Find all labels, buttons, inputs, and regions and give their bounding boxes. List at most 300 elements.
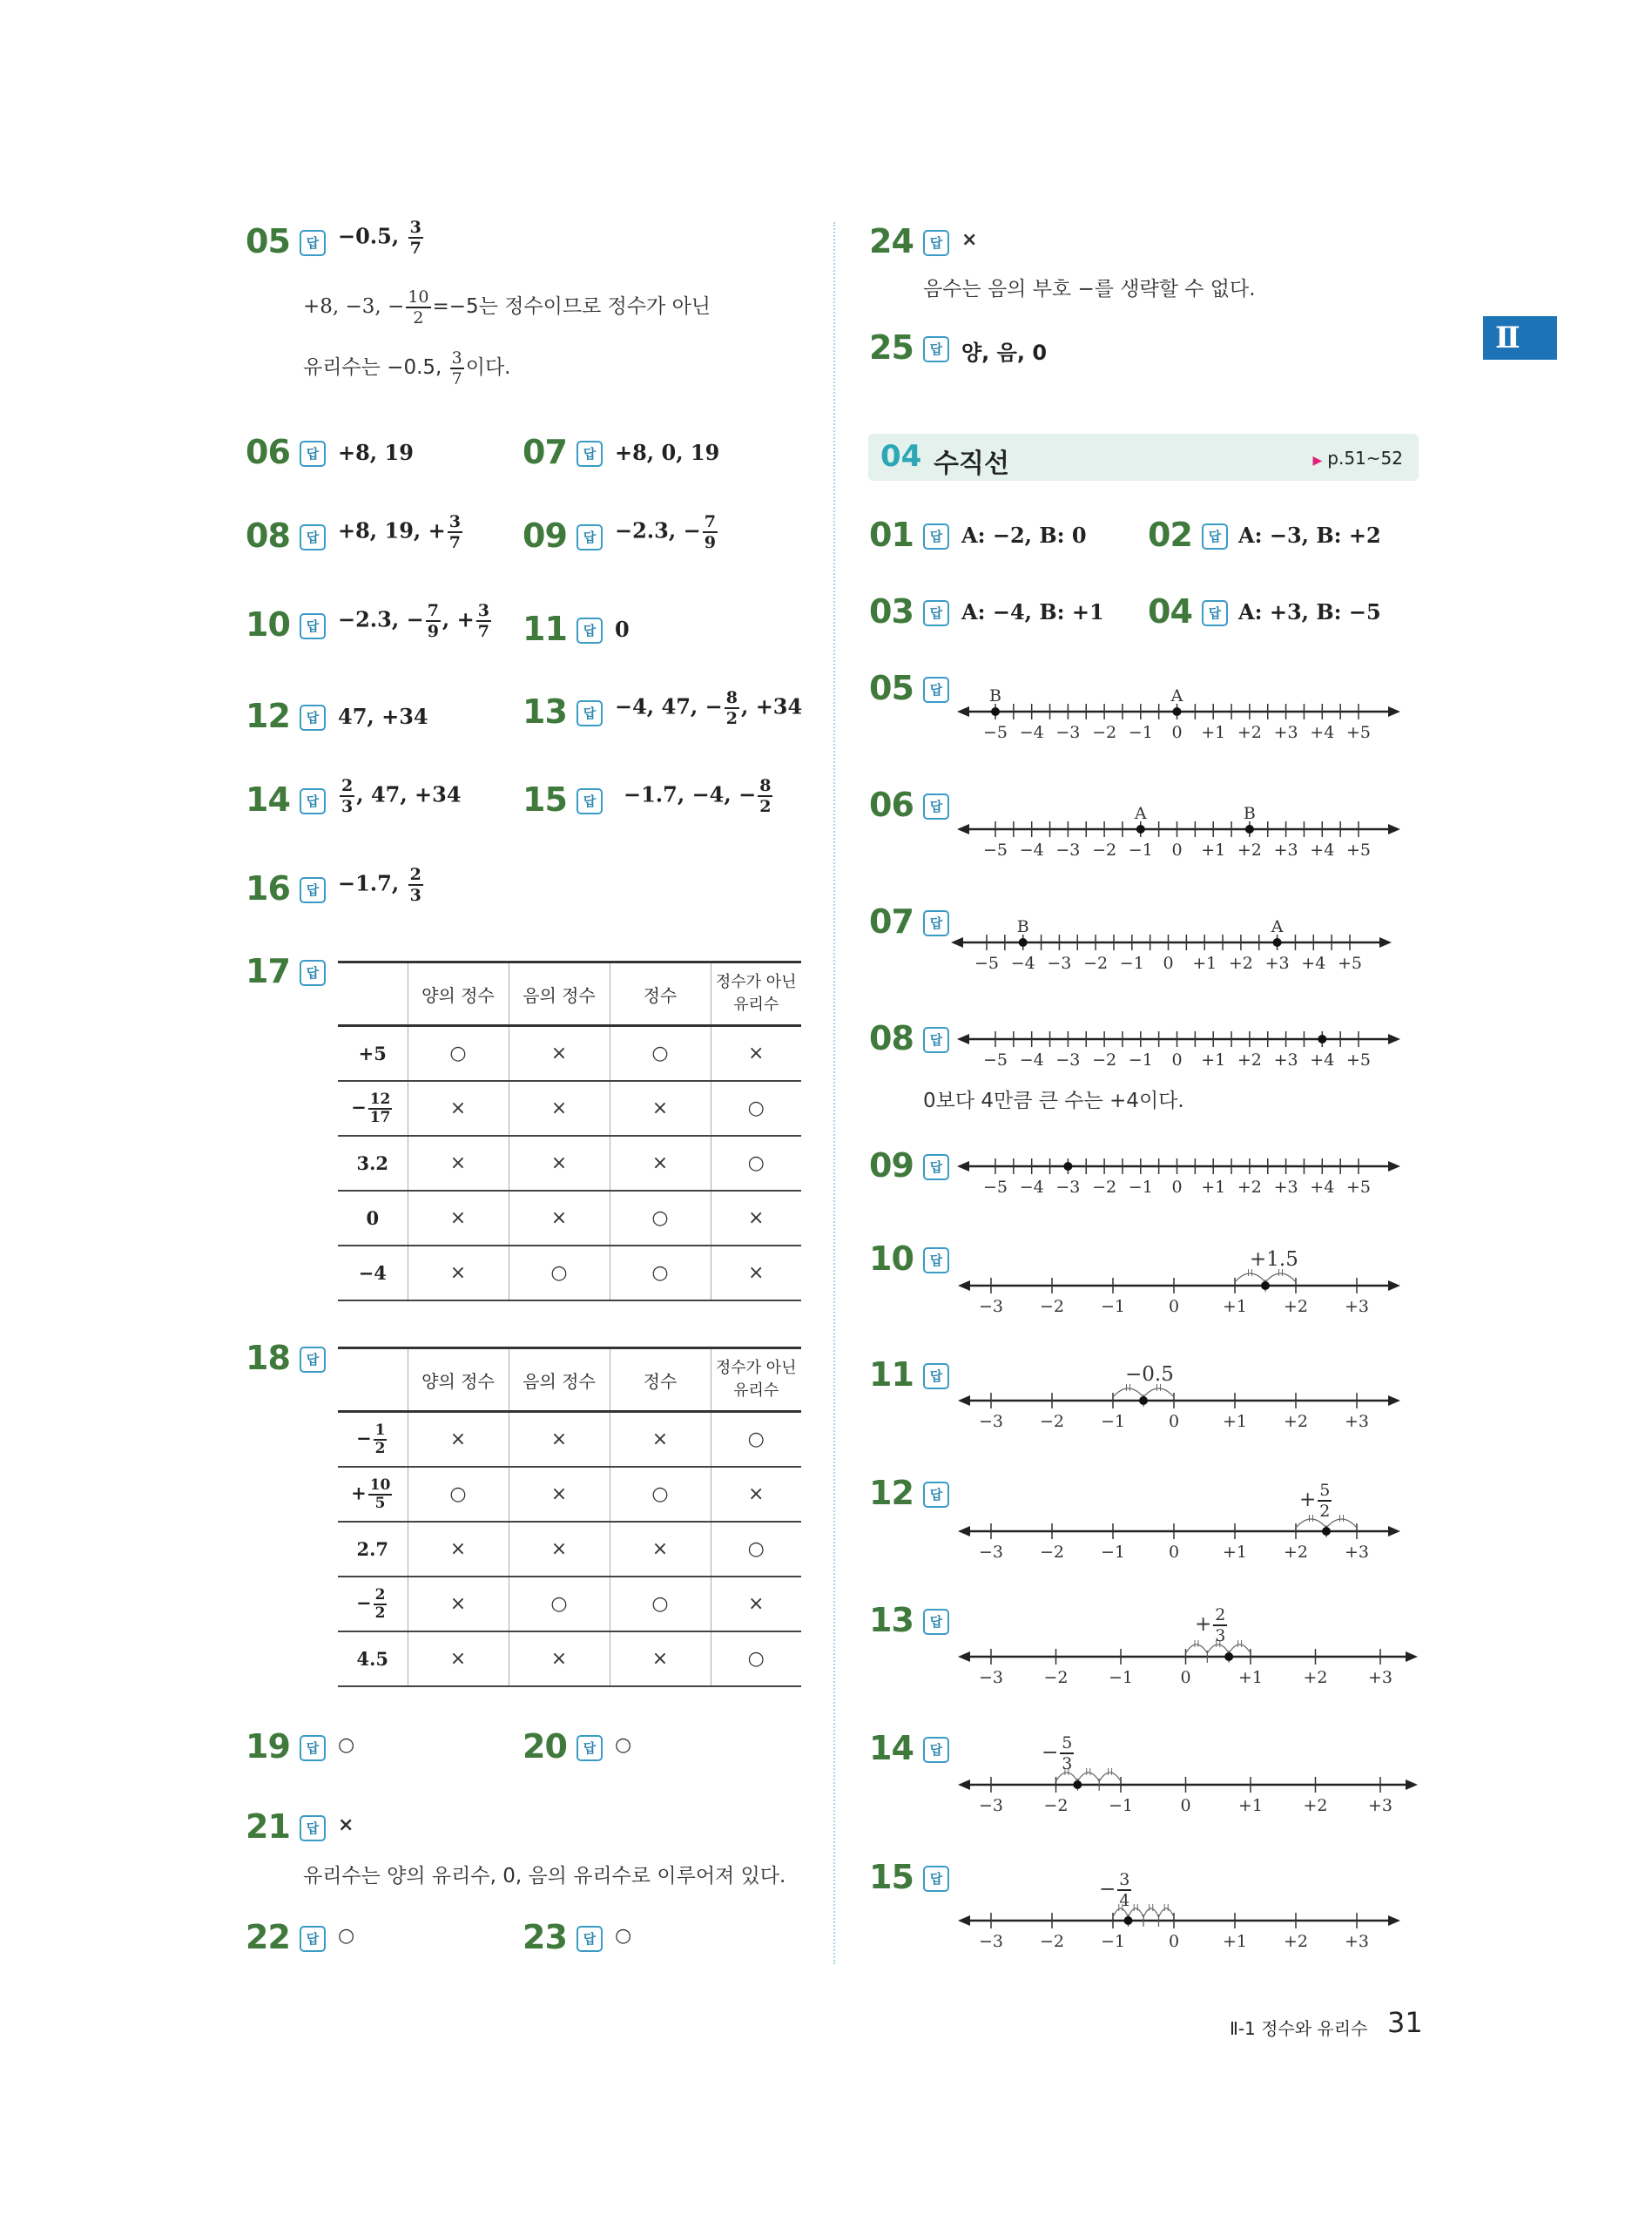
tick-label: 0 — [1168, 1412, 1180, 1431]
table-cell: × — [509, 1631, 610, 1686]
point-label: −0.5 — [1125, 1363, 1174, 1386]
division-arc — [1207, 1644, 1229, 1653]
section-title: 수직선 — [934, 449, 1009, 479]
arrow-right-icon — [1388, 1915, 1400, 1926]
tick-label: 0 — [1180, 1796, 1191, 1815]
answer-text: −4, 47, − $\frac{8}{2}$ , +34 — [615, 688, 803, 728]
tick-label: −1 — [1100, 1412, 1126, 1431]
question-number: 12 — [246, 697, 290, 735]
tick-label: +3 — [1273, 723, 1298, 742]
tick-label: −1 — [1128, 723, 1153, 742]
table-cell: × — [408, 1191, 509, 1246]
point-name: A — [1170, 686, 1183, 706]
tick-label: −1 — [1108, 1796, 1134, 1815]
table-header: 정수가 아닌 유리수 — [711, 1348, 801, 1412]
arrow-right-icon — [1388, 1526, 1400, 1536]
tick-label: 0 — [1171, 1050, 1183, 1070]
answer-badge: 답 — [300, 524, 326, 550]
point-name: B — [1243, 804, 1256, 823]
tick-label: +2 — [1237, 841, 1262, 860]
answer-text: ○ — [338, 1734, 355, 1756]
table-header: 정수가 아닌 유리수 — [711, 962, 801, 1026]
tick-label: 0 — [1180, 1668, 1191, 1687]
table-header-corner — [338, 962, 408, 1026]
question-number: 07 — [523, 433, 567, 471]
answer-badge: 답 — [577, 1926, 603, 1952]
point-dot — [1136, 825, 1145, 834]
row-label: 2.7 — [338, 1522, 408, 1577]
tick-label: +1 — [1201, 1178, 1226, 1197]
row-label: +5 — [338, 1026, 408, 1082]
answer-text: −1.7, $\frac{2}{3}$ — [338, 865, 421, 905]
tick-label: −2 — [1092, 723, 1117, 742]
answer-badge: 답 — [923, 523, 949, 550]
question-number: 15 — [523, 780, 567, 819]
point-dot — [1318, 1035, 1326, 1043]
question-number: 02 — [1148, 516, 1192, 554]
answer-badge: 답 — [300, 1347, 326, 1373]
table-row — [338, 1522, 801, 1577]
tick-label: 0 — [1171, 1178, 1183, 1197]
table-cell: × — [610, 1522, 711, 1577]
tick-label: −2 — [1039, 1297, 1065, 1316]
tick-label: −1 — [1128, 1178, 1153, 1197]
tick-label: +1 — [1222, 1412, 1248, 1431]
point-dot — [1063, 1162, 1072, 1171]
table-row — [338, 1136, 801, 1191]
division-arc — [1265, 1273, 1296, 1282]
question-number: 11 — [869, 1355, 914, 1394]
table-header: 양의 정수 — [408, 1348, 509, 1412]
question-number: 13 — [869, 1601, 914, 1639]
answer-text: 0 — [615, 617, 630, 642]
tick-label: +2 — [1283, 1412, 1309, 1431]
answer-badge: 답 — [577, 441, 603, 467]
question-number: 14 — [246, 780, 290, 819]
answer-badge: 답 — [300, 230, 326, 256]
answer-badge: 답 — [300, 705, 326, 731]
table-cell: × — [610, 1631, 711, 1686]
table-header: 양의 정수 — [408, 962, 509, 1026]
row-label: 4.5 — [338, 1631, 408, 1686]
table-cell: ○ — [408, 1026, 509, 1082]
tick-label: +1 — [1222, 1297, 1248, 1316]
tick-label: +2 — [1283, 1543, 1309, 1562]
answer-badge: 답 — [1202, 600, 1228, 626]
answer-badge: 답 — [923, 1866, 949, 1892]
table-cell: ○ — [711, 1136, 801, 1191]
point-label: +1.5 — [1250, 1248, 1298, 1271]
tick-label: +1 — [1201, 841, 1226, 860]
tick-label: −1 — [1128, 1050, 1153, 1070]
division-arc — [1159, 1908, 1175, 1917]
question-number: 09 — [523, 517, 567, 555]
answer-badge: 답 — [577, 524, 603, 550]
table-cell: × — [711, 1026, 801, 1082]
answer-badge: 답 — [1202, 523, 1228, 550]
answer-badge: 답 — [300, 613, 326, 639]
question-number: 08 — [869, 1019, 914, 1057]
table-cell: ○ — [610, 1577, 711, 1631]
tick-label: −3 — [1047, 954, 1072, 973]
tick-label: 0 — [1171, 841, 1183, 860]
tick-label: +3 — [1273, 841, 1298, 860]
answer-badge: 답 — [923, 336, 949, 362]
tick-label: +3 — [1344, 1412, 1370, 1431]
question-number: 25 — [869, 328, 914, 367]
table-row — [338, 1467, 801, 1522]
table-cell: × — [509, 1522, 610, 1577]
tick-label: −3 — [1055, 1178, 1081, 1197]
tick-label: −3 — [978, 1932, 1004, 1951]
question-number: 22 — [246, 1918, 290, 1956]
point-dot — [991, 707, 1000, 716]
answer-badge: 답 — [923, 910, 949, 936]
table-cell: × — [711, 1191, 801, 1246]
row-label: − $\frac{12}{17}$ — [338, 1081, 408, 1136]
answer-badge: 답 — [923, 1737, 949, 1763]
tick-label: +2 — [1303, 1668, 1328, 1687]
question-number: 15 — [869, 1858, 914, 1896]
table-row — [338, 1631, 801, 1686]
tick-label: −2 — [1092, 1178, 1117, 1197]
arrow-right-icon — [1406, 1779, 1418, 1790]
tick-label: +4 — [1301, 954, 1326, 973]
explanation-text: +8, −3, − $\frac{10}{2}$ =−5는 정수이므로 정수가 아닌 — [303, 287, 711, 328]
answer-text: × — [338, 1814, 354, 1836]
table-row — [338, 1577, 801, 1631]
tick-label: +5 — [1345, 723, 1372, 742]
question-number: 06 — [246, 433, 290, 471]
tick-label: −3 — [978, 1543, 1004, 1562]
explanation-text: 유리수는 양의 유리수, 0, 음의 유리수로 이루어져 있다. — [303, 1865, 786, 1887]
table-cell: × — [408, 1136, 509, 1191]
tick-label: −3 — [978, 1668, 1004, 1687]
tick-label: +3 — [1344, 1932, 1370, 1951]
table-cell: × — [408, 1631, 509, 1686]
arrow-left-icon — [958, 1651, 970, 1662]
point-dot — [1019, 938, 1028, 947]
tick-label: +1 — [1192, 954, 1217, 973]
question-number: 17 — [246, 952, 290, 990]
question-number: 05 — [246, 222, 290, 260]
tick-label: +5 — [1345, 1178, 1372, 1197]
tick-label: +3 — [1273, 1050, 1298, 1070]
tick-label: +2 — [1283, 1932, 1309, 1951]
footer-unit: Ⅱ-1 정수와 유리수 — [1230, 2018, 1368, 2039]
table-cell: ○ — [610, 1191, 711, 1246]
table-cell: × — [610, 1412, 711, 1468]
table-cell: ○ — [408, 1467, 509, 1522]
answer-badge: 답 — [923, 1482, 949, 1508]
tick-label: −5 — [982, 723, 1008, 742]
classification-table — [338, 1347, 801, 1687]
division-arc — [1113, 1388, 1143, 1397]
tick-label: +5 — [1337, 954, 1363, 973]
answer-badge: 답 — [923, 600, 949, 626]
tick-label: +5 — [1345, 841, 1372, 860]
point-dot — [1261, 1281, 1270, 1290]
table-header: 음의 정수 — [509, 1348, 610, 1412]
row-label: − $\frac{1}{2}$ — [338, 1412, 408, 1468]
table-cell: ○ — [711, 1081, 801, 1136]
table-cell: × — [509, 1081, 610, 1136]
answer-badge: 답 — [923, 793, 949, 820]
question-number: 24 — [869, 222, 914, 260]
table-cell: × — [408, 1246, 509, 1300]
answer-badge: 답 — [300, 877, 326, 903]
tick-label: +1 — [1201, 723, 1226, 742]
answer-text: +8, 19 — [338, 440, 414, 465]
question-number: 13 — [523, 692, 567, 731]
tick-label: −4 — [1010, 954, 1035, 973]
answer-badge: 답 — [923, 1154, 949, 1180]
answer-text: ○ — [338, 1925, 355, 1947]
table-row — [338, 1026, 801, 1082]
answer-text: $\frac{2}{3}$ , 47, +34 — [341, 776, 462, 816]
tick-label: −3 — [978, 1796, 1004, 1815]
tick-label: −2 — [1043, 1796, 1069, 1815]
table-cell: × — [509, 1191, 610, 1246]
answer-text: A: −3, B: +2 — [1238, 523, 1381, 548]
tick-label: +1 — [1237, 1668, 1264, 1687]
question-number: 21 — [246, 1807, 290, 1846]
tick-label: −4 — [1019, 841, 1044, 860]
row-label: 3.2 — [338, 1136, 408, 1191]
tick-label: −5 — [982, 1178, 1008, 1197]
arrow-left-icon — [958, 1915, 970, 1926]
table-cell: ○ — [509, 1577, 610, 1631]
division-arc — [1143, 1388, 1174, 1397]
answer-text: −2.3, − $\frac{7}{9}$ — [615, 512, 716, 552]
arrow-left-icon — [958, 1280, 970, 1291]
tick-label: +3 — [1367, 1668, 1393, 1687]
answer-text: −2.3, − $\frac{7}{9}$ , + $\frac{3}{7}$ — [338, 601, 489, 641]
tick-label: +4 — [1310, 1178, 1335, 1197]
tick-label: +2 — [1237, 1178, 1262, 1197]
point-dot — [1139, 1396, 1148, 1405]
answer-badge: 답 — [577, 788, 603, 814]
tick-label: +4 — [1310, 1050, 1335, 1070]
table-cell: × — [711, 1246, 801, 1300]
answer-text: 양, 음, 0 — [961, 341, 1048, 365]
question-number: 08 — [246, 517, 290, 555]
question-number: 19 — [246, 1727, 290, 1766]
row-label: −4 — [338, 1246, 408, 1300]
question-number: 11 — [523, 610, 567, 648]
point-name: B — [1016, 917, 1029, 936]
table-cell: × — [711, 1577, 801, 1631]
answer-text: A: −2, B: 0 — [961, 523, 1087, 548]
table-row — [338, 1191, 801, 1246]
table-cell: ○ — [610, 1026, 711, 1082]
table-cell: ○ — [610, 1246, 711, 1300]
division-arc — [1235, 1273, 1265, 1282]
tick-label: −2 — [1043, 1668, 1069, 1687]
answer-badge: 답 — [300, 441, 326, 467]
tick-label: −3 — [1055, 841, 1081, 860]
point-dot — [1245, 825, 1254, 834]
question-number: 05 — [869, 669, 914, 707]
classification-table — [338, 961, 801, 1301]
tick-label: −3 — [978, 1412, 1004, 1431]
tick-label: −2 — [1039, 1932, 1065, 1951]
point-dot — [1322, 1527, 1331, 1536]
question-number: 20 — [523, 1727, 567, 1766]
arrow-left-icon — [958, 1526, 970, 1536]
tick-label: −4 — [1019, 1050, 1044, 1070]
table-cell: × — [408, 1522, 509, 1577]
tick-label: 0 — [1168, 1297, 1180, 1316]
tick-label: +3 — [1344, 1297, 1370, 1316]
tick-label: +2 — [1237, 723, 1262, 742]
tick-label: −1 — [1100, 1932, 1126, 1951]
point-dot — [1173, 707, 1182, 716]
division-arc — [1229, 1644, 1251, 1653]
section-page-ref: ▶ p.51~52 — [1312, 448, 1403, 469]
row-label: + $\frac{10}{5}$ — [338, 1467, 408, 1522]
point-name: A — [1271, 917, 1284, 936]
tick-label: −1 — [1108, 1668, 1134, 1687]
question-number: 10 — [869, 1239, 914, 1278]
answer-badge: 답 — [923, 677, 949, 703]
tick-label: −3 — [978, 1297, 1004, 1316]
answer-badge: 답 — [300, 1815, 326, 1841]
table-cell: × — [509, 1467, 610, 1522]
arrow-left-icon — [957, 706, 969, 717]
answer-badge: 답 — [300, 1735, 326, 1761]
tick-label: +4 — [1310, 841, 1335, 860]
table-cell: × — [610, 1081, 711, 1136]
question-number: 04 — [1148, 592, 1192, 631]
arrow-right-icon — [1406, 1651, 1418, 1662]
arrow-left-icon — [958, 1779, 970, 1790]
answer-text: −1.7, −4, − $\frac{8}{2}$ — [624, 776, 772, 816]
triangle-icon: ▶ — [1312, 454, 1323, 468]
answer-badge: 답 — [300, 1926, 326, 1952]
table-cell: × — [610, 1136, 711, 1191]
tick-label: −1 — [1100, 1543, 1126, 1562]
table-cell: × — [408, 1412, 509, 1468]
division-arc — [1186, 1644, 1208, 1653]
arrow-right-icon — [1388, 1161, 1400, 1172]
tick-label: −5 — [982, 841, 1008, 860]
question-number: 01 — [869, 516, 914, 554]
arrow-left-icon — [958, 1395, 970, 1406]
tick-label: −3 — [1055, 723, 1081, 742]
division-arc — [1077, 1773, 1099, 1781]
tick-label: +2 — [1228, 954, 1253, 973]
section-header — [868, 434, 1419, 481]
division-arc — [1056, 1773, 1078, 1781]
arrow-right-icon — [1379, 937, 1392, 948]
arrow-left-icon — [951, 937, 963, 948]
tick-label: −2 — [1092, 841, 1117, 860]
point-label: + $\frac{2}{3}$ — [1195, 1605, 1226, 1645]
tick-label: +1 — [1237, 1796, 1264, 1815]
tick-label: −1 — [1119, 954, 1144, 973]
answer-badge: 답 — [923, 1609, 949, 1635]
tick-label: +5 — [1345, 1050, 1372, 1070]
explanation-text: 음수는 음의 부호 −를 생략할 수 없다. — [923, 278, 1256, 301]
table-cell: × — [711, 1467, 801, 1522]
tick-label: −2 — [1092, 1050, 1117, 1070]
question-number: 23 — [523, 1918, 567, 1956]
table-cell: ○ — [610, 1467, 711, 1522]
question-number: 18 — [246, 1339, 290, 1377]
arrow-right-icon — [1388, 1395, 1400, 1406]
tick-label: 0 — [1168, 1932, 1180, 1951]
chapter-tab: Ⅱ — [1483, 316, 1557, 360]
table-cell: ○ — [711, 1412, 801, 1468]
answer-badge: 답 — [300, 788, 326, 814]
answer-badge: 답 — [577, 1735, 603, 1761]
tick-label: +1 — [1201, 1050, 1226, 1070]
tick-label: +1 — [1222, 1543, 1248, 1562]
question-number: 16 — [246, 869, 290, 908]
table-row — [338, 1081, 801, 1136]
division-arc — [1099, 1773, 1121, 1781]
answer-text: 47, +34 — [338, 704, 428, 729]
answer-text: +8, 0, 19 — [615, 440, 720, 465]
point-dot — [1124, 1916, 1133, 1925]
tick-label: −5 — [974, 954, 1000, 973]
table-cell: × — [408, 1081, 509, 1136]
tick-label: +1 — [1222, 1932, 1248, 1951]
answer-text: A: +3, B: −5 — [1238, 599, 1381, 625]
tick-label: −1 — [1100, 1297, 1126, 1316]
question-number: 12 — [869, 1474, 914, 1512]
arrow-right-icon — [1388, 824, 1400, 834]
tick-label: −1 — [1128, 841, 1153, 860]
row-label: − $\frac{2}{2}$ — [338, 1577, 408, 1631]
point-name: B — [989, 686, 1001, 706]
table-header: 정수 — [610, 1348, 711, 1412]
tick-label: +2 — [1237, 1050, 1262, 1070]
point-dot — [1224, 1652, 1233, 1661]
explanation-text: 유리수는 −0.5, $\frac{3}{7}$ 이다. — [303, 348, 511, 388]
division-arc — [1143, 1908, 1159, 1917]
tick-label: −4 — [1019, 723, 1044, 742]
tick-label: −2 — [1039, 1412, 1065, 1431]
tick-label: +3 — [1367, 1796, 1393, 1815]
table-cell: × — [509, 1026, 610, 1082]
arrow-left-icon — [957, 1161, 969, 1172]
tick-label: 0 — [1171, 723, 1183, 742]
tick-label: −4 — [1019, 1178, 1044, 1197]
table-cell: × — [408, 1577, 509, 1631]
tick-label: +3 — [1273, 1178, 1298, 1197]
table-cell: ○ — [711, 1522, 801, 1577]
table-cell: × — [509, 1412, 610, 1468]
row-label: 0 — [338, 1191, 408, 1246]
arrow-right-icon — [1388, 1034, 1400, 1044]
question-number: 14 — [869, 1729, 914, 1767]
question-number: 07 — [869, 902, 914, 941]
question-number: 06 — [869, 786, 914, 824]
arrow-left-icon — [957, 1034, 969, 1044]
answer-text: −0.5, $\frac{3}{7}$ — [338, 218, 421, 258]
answer-text: A: −4, B: +1 — [961, 599, 1104, 625]
answer-badge: 답 — [923, 1363, 949, 1389]
explanation-text: 0보다 4만큼 큰 수는 +4이다. — [923, 1090, 1184, 1112]
tick-label: +2 — [1303, 1796, 1328, 1815]
arrow-left-icon — [957, 824, 969, 834]
point-dot — [1073, 1780, 1082, 1789]
table-header: 정수 — [610, 962, 711, 1026]
point-name: A — [1134, 804, 1147, 823]
point-label: − $\frac{3}{4}$ — [1099, 1870, 1130, 1910]
